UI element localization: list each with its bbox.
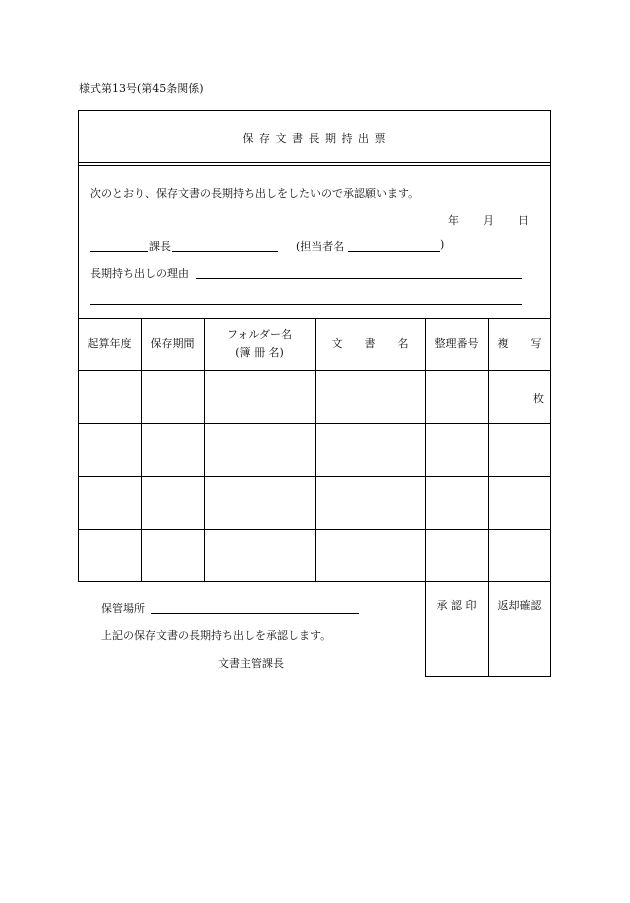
reason-blank-2 xyxy=(90,304,522,305)
title-divider-top xyxy=(78,162,551,163)
reason-label: 長期持ち出しの理由 xyxy=(90,267,189,280)
approval-box-right xyxy=(550,582,551,677)
header-start-year: 起算年度 xyxy=(87,337,132,350)
header-retention-period: 保存期間 xyxy=(150,337,195,350)
storage-location-blank xyxy=(151,613,359,614)
request-sentence: 次のとおり、保存文書の長期持ち出しをしたいので承認願います。 xyxy=(90,187,420,200)
date-day-label: 日 xyxy=(518,214,529,227)
title-divider-bottom xyxy=(78,165,551,166)
header-folder-name: フォルダー名 xyxy=(226,328,292,341)
approval-seal-label: 承 認 印 xyxy=(436,599,477,612)
header-document-name: 文 書 名 xyxy=(331,337,409,350)
table-col-line-1 xyxy=(141,318,142,582)
approval-box-bottom xyxy=(425,676,551,677)
approver-title: 文書主管課長 xyxy=(218,657,284,670)
header-reference-number: 整理番号 xyxy=(434,337,479,350)
form-title: 保 存 文 書 長 期 持 出 票 xyxy=(242,132,387,145)
date-month-label: 月 xyxy=(483,214,494,227)
table-col-line-3 xyxy=(315,318,316,582)
approval-sentence: 上記の保存文書の長期持ち出しを承認します。 xyxy=(101,629,332,642)
date-year-label: 年 xyxy=(448,214,459,227)
section-name-blank xyxy=(90,251,148,252)
reason-blank-1 xyxy=(196,278,522,279)
storage-location-label: 保管場所 xyxy=(101,602,145,615)
table-col-line-4 xyxy=(425,318,426,677)
section-chief-name-blank xyxy=(172,251,278,252)
person-in-charge-blank xyxy=(348,251,440,252)
section-chief-label: 課長 xyxy=(149,240,171,253)
return-confirmation-label: 返却確認 xyxy=(497,599,542,612)
person-in-charge-label: (担当者名 xyxy=(296,240,345,253)
header-folder-name-sub: (簿 冊 名) xyxy=(235,346,284,359)
person-in-charge-close: ) xyxy=(440,238,445,251)
header-copy-count: 複 写 xyxy=(497,337,542,350)
table-col-line-5 xyxy=(488,318,489,677)
form-number: 様式第13号(第45条関係) xyxy=(79,82,204,95)
copies-unit-label: 枚 xyxy=(533,392,544,405)
